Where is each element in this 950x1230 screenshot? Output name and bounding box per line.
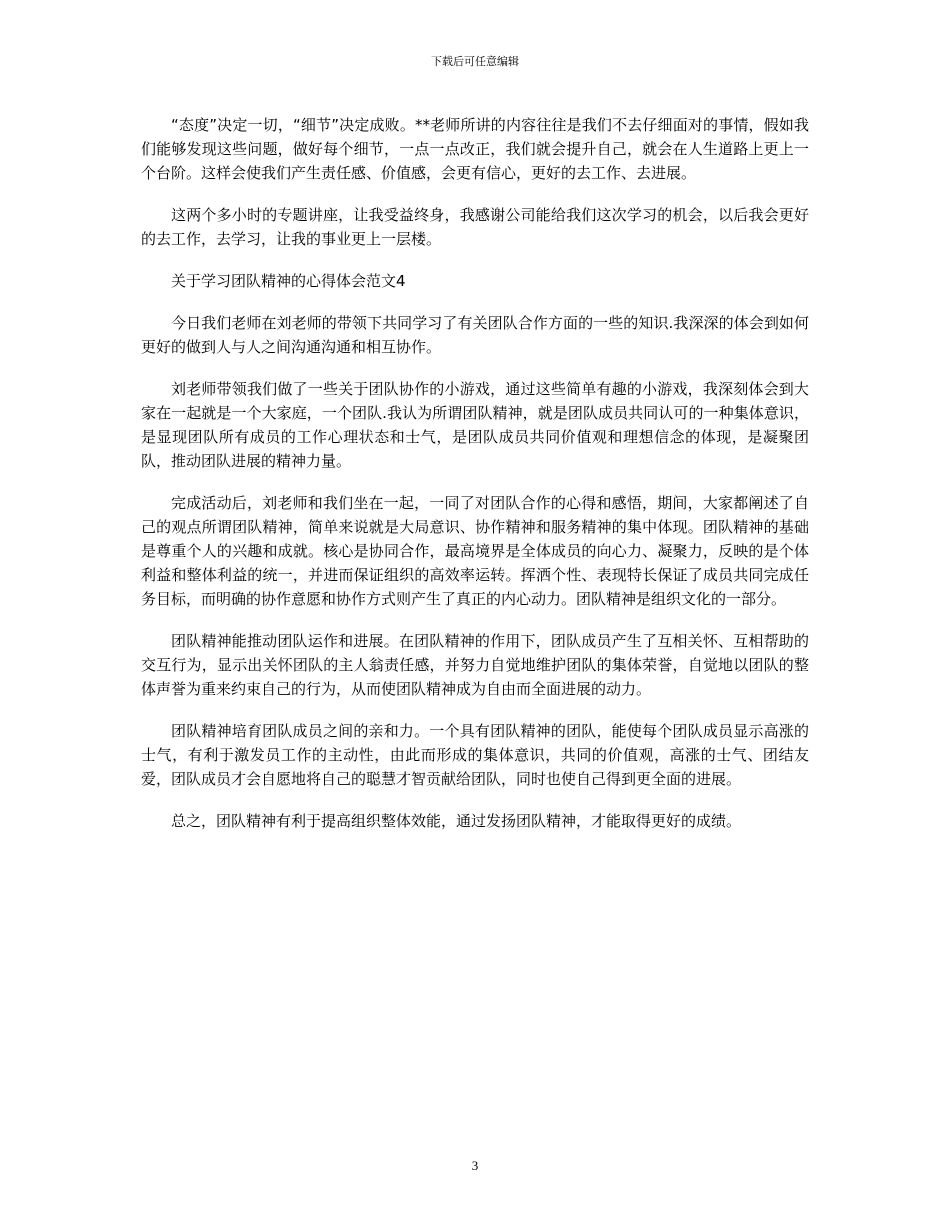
paragraph-team-spirit-definition: 完成活动后，刘老师和我们坐在一起，一同了对团队合作的心得和感悟，期间，大家都阐述了自己的观点所谓团队精神，简单来说就是大局意识、协作精神和服务精神的集中体现。团队精神的基础是尊重个人的兴趣和成就。核心是协同合作，最高境界是全体成员的向心力、凝聚力，反映的是个体利益和整体利益的统一，并进而保证组织的高效率运转。挥洒个性、表现特长保证了成员共同完成任务目标，而明确的协作意愿和协作方式则产生了真正的内心动力。团队精神是组织文化的一部分。 (141, 494, 809, 608)
page-number: 3 (471, 1158, 479, 1173)
paragraph-lecture-thanks: 这两个多小时的专题讲座，让我受益终身，我感谢公司能给我们这次学习的机会，以后我会更好的去工作，去学习，让我的事业更上一层楼。 (141, 206, 809, 248)
paragraph-team-affinity: 团队精神培育团队成员之间的亲和力。一个具有团队精神的团队，能使每个团队成员显示高涨的士气，有利于激发员工作的主动性，由此而形成的集体意识，共同的价值观，高涨的士气、团结友爱，团队成员才会自愿地将自己的聪慧才智贡献给团队，同时也使自己得到更全面的进展。 (141, 722, 809, 788)
document-body (141, 113, 809, 851)
paragraph-team-operation: 团队精神能推动团队运作和进展。在团队精神的作用下，团队成员产生了互相关怀、互相帮助的交互行为，显示出关怀团队的主人翁责任感，并努力自觉地维护团队的集体荣誉，自觉地以团队的整体声誉为重来约束自己的行为，从而使团队精神成为自由而全面进展的动力。 (141, 632, 809, 698)
paragraph-teamwork-intro: 今日我们老师在刘老师的带领下共同学习了有关团队合作方面的一些的知识.我深深的体会到如何更好的做到人与人之间沟通沟通和相互协作。 (141, 314, 809, 356)
section-heading: 关于学习团队精神的心得体会范文4 (171, 272, 406, 290)
paragraph-team-games: 刘老师带领我们做了一些关于团队协作的小游戏，通过这些简单有趣的小游戏，我深刻体会到大家在一起就是一个大家庭，一个团队.我认为所谓团队精神，就是团队成员共同认可的一种集体意识，是显现团队所有成员的工作心理状态和士气，是团队成员共同价值观和理想信念的体现，是凝聚团队，推动团队进展的精神力量。 (141, 380, 809, 470)
paragraph-conclusion: 总之，团队精神有利于提高组织整体效能，通过发扬团队精神，才能取得更好的成绩。 (171, 812, 742, 830)
page-header: 下载后可任意编辑 (431, 55, 519, 68)
paragraph-attitude-details: “态度”决定一切，“细节”决定成败。**老师所讲的内容往往是我们不去仔细面对的事情，假如我们能够发现这些问题，做好每个细节，一点一点改正，我们就会提升自己，就会在人生道路上更上一个台阶。这样会使我们产生责任感、价值感，会更有信心，更好的去工作、去进展。 (141, 116, 809, 182)
